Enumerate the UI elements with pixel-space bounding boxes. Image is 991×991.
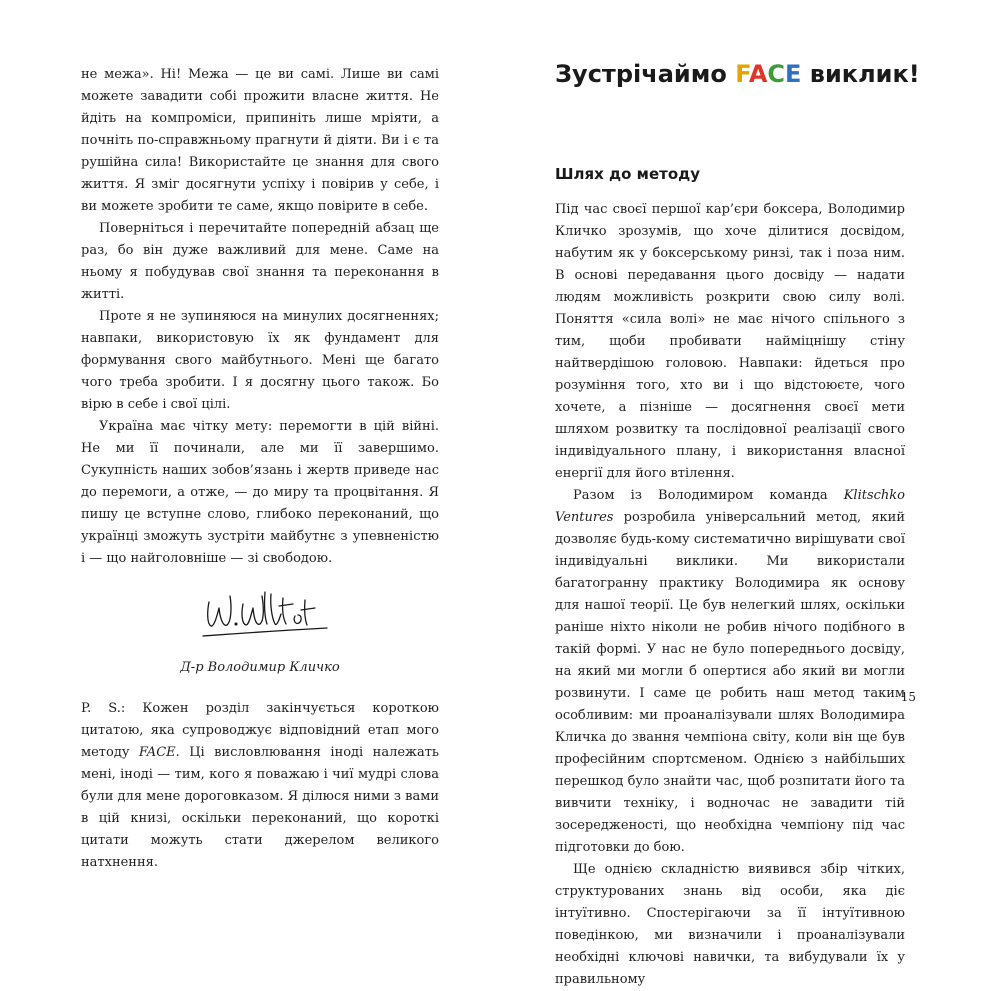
chapter-title-text: виклик! — [801, 60, 920, 88]
paragraph-text: розробила універсальний метод, який дозволяє будь-кому систематично вирішувати свої індивідуальні виклики. Ми використали багатогранну практику Володимира як основу для нашої теорії. Це був нелегкий шлях, оскільки раніше ніхто ніколи не робив нічого подібного в такій формі. У нас не було попереднього досвіду, на який ми могли б опертися або який ви могли розвинути. І саме це робить наш метод таким особливим: ми проаналізували шлях Володимира Кличка до звання чемпіона світу, коли він ще був професійним спортсменом. Однією з найбільших перешкод було знайти час, щоб розпитати його та вивчити техніку, і водночас не завадити тій зосередженості, що необхідна чемпіону під час підготовки до бою. — [555, 510, 905, 855]
right-text-column — [555, 199, 905, 991]
face-letter-e: E — [785, 60, 802, 88]
paragraph — [555, 485, 905, 859]
chapter-title — [555, 58, 920, 90]
paragraph: не межа». Ні! Межа — це ви самі. Лише ви самі можете завадити собі прожити власне життя. Не йдіть на компроміси, припиніть лише мріяти, а почніть по-справжньому прагнути й діяти. Ви і є та рушійна сила! Використайте це знання для свого життя. Я зміг досягнути успіху і повірив у себе, і ви можете зробити те саме, якщо повірите в себе. — [81, 67, 439, 214]
postscript-text: . Ці висловлювання іноді належать мені, іноді — тим, кого я поважаю і чиї мудрі слова були для мене дороговказом. Я ділюся ними з вами в цій книзі, оскільки переконаний, що короткі цитати можуть стати джерелом великого натхнення. — [81, 745, 439, 870]
paragraph: Україна має чітку мету: перемогти в цій війні. Не ми її починали, але ми її завершимо. Сукупність наших зобов’язань і жертв приведе нас до перемоги, а отже, — до миру та процвітання. Я пишу це вступне слово, глибоко переконаний, що українці зможуть зустріти майбутнє з упевненістю і — що найголовніше — зі свободою. — [81, 419, 439, 566]
left-text-column — [81, 64, 439, 874]
face-letter-f: F — [735, 60, 749, 88]
paragraph: Під час своєї першої кар’єри боксера, Володимир Кличко зрозумів, що хоче ділитися досвідом, набутим як у боксерському ринзі, так і поза ним. В основі передавання цього досвіду — надати людям можливість розкрити свою силу волі. Поняття «сила волі» не має нічого спільного з тим, щоби пробивати найміцнішу стіну найтвердішою головою. Навпаки: йдеться про розуміння того, хто ви і що відстоюєте, чого хочете, а пізніше — досягнення своєї мети шляхом розвитку та послідовної реалізації свого індивідуального плану, і використання власної енергії для його втілення. — [555, 202, 905, 481]
paragraph: Проте я не зупиняюся на минулих досягненнях; навпаки, використовую їх як фундамент для формування свого майбутнього. Мені ще багато чого треба зробити. І я досягну цього також. Бо вірю в себе і свої цілі. — [81, 309, 439, 412]
left-page — [0, 0, 495, 870]
company-name: Klitschko Ventures — [555, 488, 905, 525]
postscript-paragraph — [81, 698, 439, 874]
handwritten-signature — [201, 580, 333, 646]
signer-name: Д-р Володимир Кличко — [180, 660, 340, 675]
face-letter-a: A — [748, 60, 768, 88]
face-letter-c: C — [767, 60, 786, 88]
section-title: Шлях до методу — [555, 165, 701, 183]
chapter-title-text: Зустрічаймо — [555, 60, 736, 88]
page-number: 15 — [900, 690, 916, 704]
signature-block — [81, 570, 439, 698]
right-page — [495, 0, 991, 987]
paragraph-text: Разом із Володимиром команда — [573, 488, 844, 503]
postscript-text: P. S.: Кожен розділ закінчується короткою цитатою, яка супроводжує відповідний етап мого методу — [81, 701, 439, 760]
paragraph: Ще однією складністю виявився збір чітких, структурованих знань від особи, яка діє інтуїтивно. Спостерігаючи за її інтуїтивною поведінкою, ми визначили і проаналізували необхідні ключові навички, та вибудували їх у правильному — [555, 862, 905, 987]
method-name: FACE — [138, 745, 176, 760]
paragraph: Поверніться і перечитайте попередній абзац ще раз, бо він дуже важливий для мене. Саме на ньому я побудував свої знання та переконання в житті. — [81, 221, 439, 302]
